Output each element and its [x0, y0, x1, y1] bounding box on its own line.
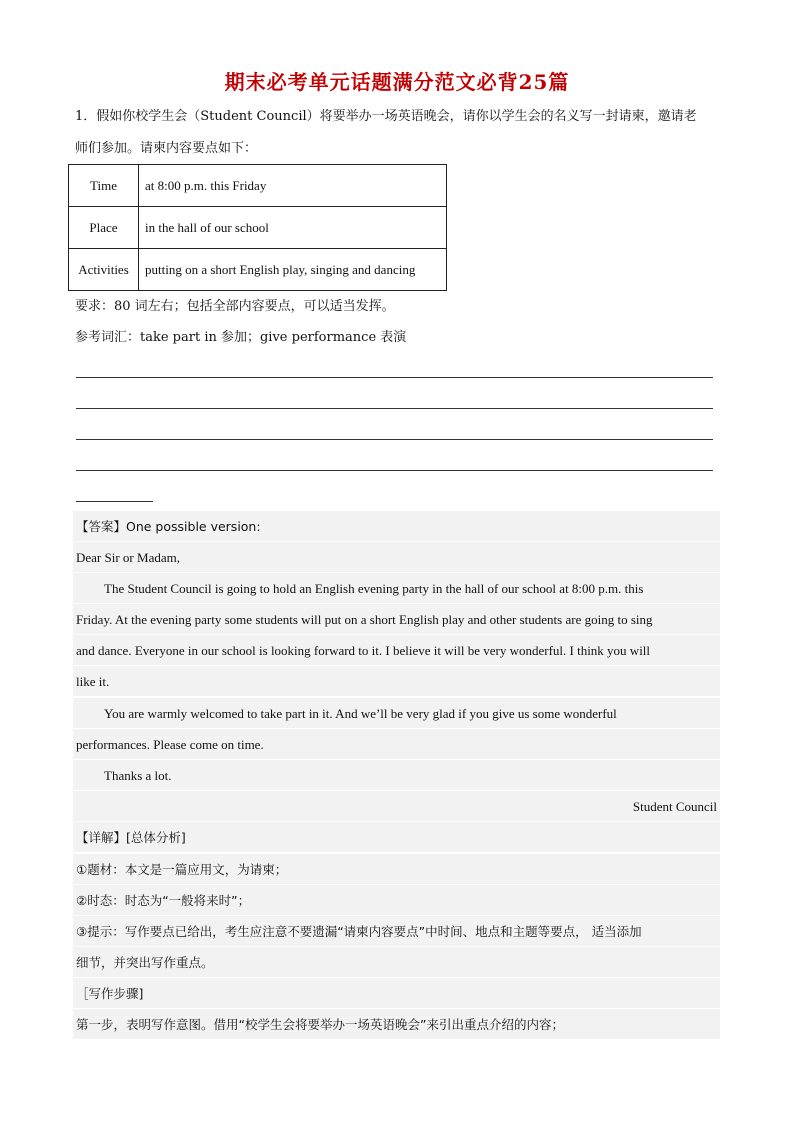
table-label: Activities: [69, 249, 139, 291]
table-label: Place: [69, 207, 139, 249]
answer-line: You are warmly welcomed to take part in it. And we’ll be very glad if you give us some wonderful: [73, 698, 720, 729]
answer-line: like it.: [73, 666, 720, 697]
table-label: Time: [69, 165, 139, 207]
table-row: [69, 165, 447, 207]
requirements-table: [68, 164, 447, 291]
question-text: 1．假如你校学生会（Student Council）将要举办一场英语晚会，请你以学生会的名义写一封请柬，邀请老: [75, 109, 697, 124]
answer-line: The Student Council is going to hold an English evening party in the hall of our school at 8:00 p.m. this: [73, 573, 720, 604]
explain-item-cont: 细节，并突出写作重点。: [73, 947, 720, 978]
writing-line: [76, 408, 713, 409]
explain-item: ①题材：本文是一篇应用文，为请柬；: [73, 854, 720, 885]
answer-line: and dance. Everyone in our school is looking forward to it. I believe it will be very wonderful. I think you will: [73, 635, 720, 666]
table-row: [69, 207, 447, 249]
explain-item: ③提示：写作要点已给出，考生应注意不要遗漏“请柬内容要点”中时间、地点和主题等要点， 适当添加: [73, 916, 720, 947]
table-row: [69, 249, 447, 291]
answer-line: Friday. At the evening party some students will put on a short English play and other students are going to sing: [73, 604, 720, 635]
question-text-cont: 师们参加。请柬内容要点如下：: [75, 141, 258, 156]
answer-signature: Student Council: [73, 791, 720, 822]
writing-line-short: [76, 501, 153, 502]
writing-line: [76, 439, 713, 440]
writing-line: [76, 470, 713, 471]
steps-header: ［写作步骤]: [73, 978, 720, 1009]
explain-item: ②时态：时态为“一般将来时”；: [73, 885, 720, 916]
table-value: in the hall of our school: [139, 207, 447, 249]
vocab-text: 参考词汇：take part in 参加；give performance 表演: [75, 330, 407, 345]
answer-salutation: Dear Sir or Madam,: [73, 542, 720, 573]
answer-line: performances. Please come on time.: [73, 729, 720, 760]
writing-line: [76, 377, 713, 378]
answer-thanks: Thanks a lot.: [73, 760, 720, 791]
explain-header: 【详解】[总体分析]: [73, 822, 720, 853]
requirement-text: 要求：80 词左右；包括全部内容要点，可以适当发挥。: [75, 299, 395, 314]
step-item: 第一步，表明写作意图。借用“校学生会将要举办一场英语晚会”来引出重点介绍的内容；: [73, 1009, 720, 1040]
page-title: 期末必考单元话题满分范文必背25篇: [224, 70, 570, 94]
table-value: putting on a short English play, singing and dancing: [139, 249, 447, 291]
table-value: at 8:00 p.m. this Friday: [139, 165, 447, 207]
answer-header: 【答案】One possible version:: [73, 511, 720, 542]
